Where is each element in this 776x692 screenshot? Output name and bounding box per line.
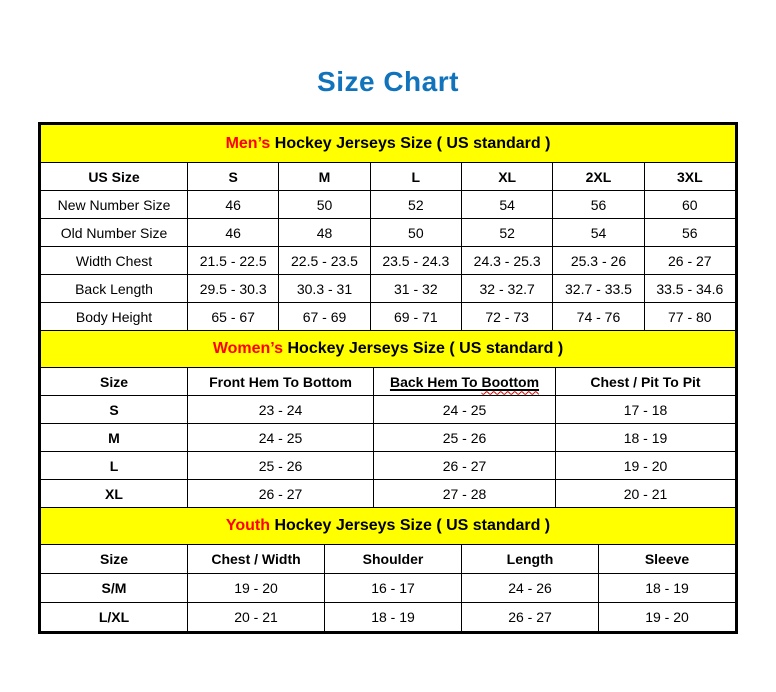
column-header: US Size: [88, 168, 140, 185]
data-cell: 52: [461, 219, 552, 246]
row-label: Body Height: [75, 308, 153, 325]
data-cell: 24.3 - 25.3: [461, 247, 552, 274]
data-cell: 26 - 27: [644, 247, 735, 274]
data-cell: 30.3 - 31: [278, 275, 369, 302]
data-cell: 23 - 24: [187, 396, 373, 423]
data-cell: 20 - 21: [187, 603, 324, 631]
spellcheck-squiggle: Boottom: [481, 373, 540, 390]
data-cell: 65 - 67: [187, 303, 278, 330]
data-cell: 77 - 80: [644, 303, 735, 330]
data-cell: 24 - 25: [373, 396, 555, 423]
youth-section-title: [226, 517, 550, 535]
row-label: Old Number Size: [60, 224, 168, 241]
column-header: S: [187, 163, 278, 190]
row-label: New Number Size: [57, 196, 171, 213]
mens-header-row: [41, 162, 735, 190]
table-row: [41, 423, 735, 451]
data-cell: 22.5 - 23.5: [278, 247, 369, 274]
column-header: 2XL: [552, 163, 643, 190]
table-row: [41, 451, 735, 479]
table-row: [41, 395, 735, 423]
data-cell: 19 - 20: [187, 574, 324, 602]
data-cell: 21.5 - 22.5: [187, 247, 278, 274]
table-row: [41, 246, 735, 274]
data-cell: 26 - 27: [187, 480, 373, 507]
data-cell: 69 - 71: [370, 303, 461, 330]
column-header: XL: [461, 163, 552, 190]
column-header: Chest / Width: [187, 545, 324, 573]
column-header: Length: [461, 545, 598, 573]
table-row: [41, 190, 735, 218]
row-label: S: [109, 401, 119, 418]
column-header: M: [278, 163, 369, 190]
data-cell: 19 - 20: [555, 452, 735, 479]
mens-title-rest: Hockey Jerseys Size ( US standard ): [270, 134, 551, 152]
data-cell: 25.3 - 26: [552, 247, 643, 274]
row-label: L/XL: [98, 609, 130, 625]
youth-title-highlight: Youth: [225, 517, 270, 534]
data-cell: 33.5 - 34.6: [644, 275, 735, 302]
data-cell: 17 - 18: [555, 396, 735, 423]
womens-section-title: [213, 340, 563, 358]
misspelled-header: [390, 374, 539, 390]
womens-header-row: [41, 367, 735, 395]
data-cell: 24 - 25: [187, 424, 373, 451]
page-title: Size Chart: [317, 66, 459, 97]
data-cell: 20 - 21: [555, 480, 735, 507]
data-cell: 56: [644, 219, 735, 246]
column-header: Chest / Pit To Pit: [555, 368, 735, 395]
data-cell: 48: [278, 219, 369, 246]
data-cell: 32.7 - 33.5: [552, 275, 643, 302]
womens-title-highlight: Women’s: [212, 340, 284, 357]
youth-title-rest: Hockey Jerseys Size ( US standard ): [270, 517, 551, 534]
row-label: XL: [105, 485, 123, 502]
data-cell: 25 - 26: [373, 424, 555, 451]
data-cell: 46: [187, 219, 278, 246]
data-cell: 24 - 26: [461, 574, 598, 602]
column-header: Shoulder: [324, 545, 461, 573]
table-row: [41, 218, 735, 246]
data-cell: 16 - 17: [324, 574, 461, 602]
youth-header-row: [41, 544, 735, 573]
data-cell: 23.5 - 24.3: [370, 247, 461, 274]
table-row: [41, 602, 735, 631]
table-row: [41, 479, 735, 507]
row-label: M: [108, 429, 120, 446]
data-cell: 26 - 27: [461, 603, 598, 631]
data-cell: 54: [552, 219, 643, 246]
data-cell: 25 - 26: [187, 452, 373, 479]
data-cell: 18 - 19: [598, 574, 735, 602]
data-cell: 26 - 27: [373, 452, 555, 479]
table-row: [41, 573, 735, 602]
womens-title-rest: Hockey Jerseys Size ( US standard ): [283, 340, 564, 357]
data-cell: 46: [187, 191, 278, 218]
data-cell: 32 - 32.7: [461, 275, 552, 302]
column-header: Size: [99, 373, 128, 390]
data-cell: 31 - 32: [370, 275, 461, 302]
column-header: Front Hem To Bottom: [187, 368, 373, 395]
data-cell: 60: [644, 191, 735, 218]
table-row: [41, 274, 735, 302]
row-label: Width Chest: [75, 252, 153, 269]
data-cell: 27 - 28: [373, 480, 555, 507]
data-cell: 52: [370, 191, 461, 218]
data-cell: 54: [461, 191, 552, 218]
data-cell: 29.5 - 30.3: [187, 275, 278, 302]
column-header: 3XL: [644, 163, 735, 190]
mens-section-title: [226, 135, 551, 153]
back-hem-prefix: Back Hem To: [389, 373, 482, 390]
data-cell: 56: [552, 191, 643, 218]
youth-section-banner: [41, 507, 735, 544]
row-label: Back Length: [75, 280, 153, 297]
column-header: Sleeve: [598, 545, 735, 573]
mens-title-highlight: Men’s: [225, 134, 271, 152]
column-header: [373, 368, 555, 395]
womens-section-banner: [41, 330, 735, 367]
row-label: L: [109, 457, 119, 474]
column-header: L: [370, 163, 461, 190]
data-cell: 74 - 76: [552, 303, 643, 330]
column-header: Size: [99, 551, 128, 567]
data-cell: 18 - 19: [324, 603, 461, 631]
data-cell: 72 - 73: [461, 303, 552, 330]
data-cell: 19 - 20: [598, 603, 735, 631]
data-cell: 50: [370, 219, 461, 246]
data-cell: 18 - 19: [555, 424, 735, 451]
mens-section-banner: [41, 125, 735, 162]
size-chart-table: [38, 122, 738, 634]
data-cell: 67 - 69: [278, 303, 369, 330]
table-row: [41, 302, 735, 330]
row-label: S/M: [101, 580, 127, 596]
data-cell: 50: [278, 191, 369, 218]
